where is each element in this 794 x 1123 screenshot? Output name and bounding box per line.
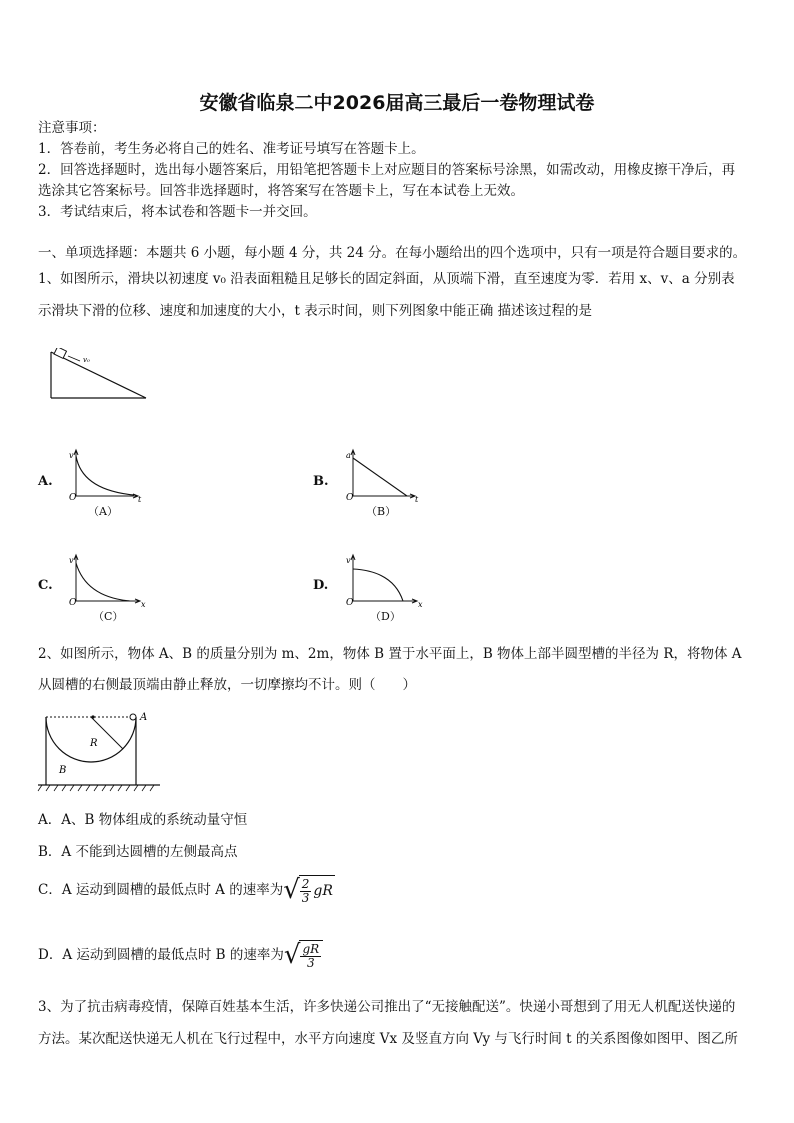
svg-text:R: R [90, 738, 98, 749]
question-1-text: 示滑块下滑的位移、速度和加速度的大小，t 表示时间，则下列图象中能正确 描述该过程的是 [38, 303, 593, 319]
graph-c [66, 553, 150, 607]
v0-label: v₀ [83, 356, 90, 364]
q2-option-d: D．A 运动到圆槽的最低点时 B 的速率为 √ $\frac{gR}{3}$ [38, 940, 323, 970]
graph-a [66, 448, 146, 502]
notice-item: 3．考试结束后，将本试卷和答题卡一并交回。 [38, 204, 317, 220]
notice-heading: 注意事项： [38, 120, 106, 136]
option-a-label: A. [38, 474, 53, 489]
notice-item: 2．回答选择题时，选出每小题答案后，用铅笔把答题卡上对应题目的答案标号涂黑，如需改动，用橡皮擦干净后，再 [38, 162, 736, 178]
notice-item: 选涂其它答案标号。回答非选择题时，将答案写在答题卡上，写在本试卷上无效。 [38, 183, 524, 199]
svg-text:O: O [346, 598, 354, 607]
question-3-text: 方法。某次配送快递无人机在飞行过程中，水平方向速度 Vx 及竖直方向 Vy 与飞行时间 t 的关系图像如图甲、图乙所 [38, 1031, 738, 1047]
option-c-caption: （C） [93, 610, 124, 623]
svg-text:v: v [69, 451, 74, 460]
graph-d [343, 553, 427, 607]
svg-text:t: t [138, 495, 142, 502]
q2-option-a: A．A、B 物体组成的系统动量守恒 [38, 812, 248, 828]
option-c-label: C. [38, 578, 53, 593]
question-2-text: 2、如图所示，物体 A、B 的质量分别为 m、2m，物体 B 置于水平面上，B 物体上部半圆型槽的半径为 R，将物体 A [38, 646, 742, 662]
option-b-caption: （B） [366, 505, 397, 518]
sqrt-formula-d: √ $\frac{gR}{3}$ [284, 940, 323, 970]
question-1-text: 1、如图所示，滑块以初速度 v₀ 沿表面粗糙且足够长的固定斜面，从顶端下滑，直至速度为零．若用 x、v、a 分别表 [38, 271, 735, 287]
svg-text:O: O [69, 493, 77, 502]
svg-text:v: v [346, 556, 351, 565]
svg-text:O: O [346, 493, 354, 502]
q2-option-c: C．A 运动到圆槽的最低点时 A 的速率为 √ $\frac{2}{3}$ gR [38, 875, 333, 905]
q2-option-b: B．A 不能到达圆槽的左侧最高点 [38, 844, 238, 860]
option-d-caption: （D） [370, 610, 401, 623]
option-d-label: D. [313, 578, 329, 593]
svg-text:t: t [415, 495, 419, 502]
svg-text:A: A [140, 712, 148, 723]
svg-text:x: x [418, 600, 423, 607]
section-heading: 一、单项选择题：本题共 6 小题，每小题 4 分，共 24 分。在每小题给出的四个选项中，只有一项是符合题目要求的。 [38, 245, 747, 261]
groove-figure [36, 705, 166, 795]
option-a-caption: （A） [88, 505, 118, 518]
svg-text:x: x [141, 600, 146, 607]
question-3-text: 3、为了抗击病毒疫情，保障百姓基本生活，许多快递公司推出了“无接触配送”。快递小哥想到了用无人机配送快递的 [38, 999, 736, 1015]
question-2-text: 从圆槽的右侧最顶端由静止释放，一切摩擦均不计。则（ ） [38, 677, 416, 693]
graph-b [343, 448, 423, 502]
option-b-label: B. [313, 474, 329, 489]
page-title: 安徽省临泉二中2026届高三最后一卷物理试卷 [199, 92, 595, 114]
svg-text:O: O [69, 598, 77, 607]
svg-text:B: B [59, 765, 67, 776]
svg-text:v: v [69, 556, 74, 565]
sqrt-formula-c: √ $\frac{2}{3}$ gR [283, 875, 333, 905]
incline-figure [46, 348, 156, 402]
svg-text:a: a [346, 451, 351, 460]
notice-item: 1．答卷前，考生务必将自己的姓名、准考证号填写在答题卡上。 [38, 141, 425, 157]
